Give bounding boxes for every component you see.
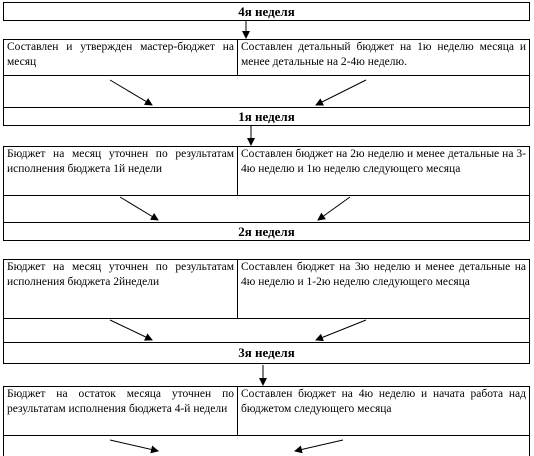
week-3-right-text: Составлен бюджет на 4ю неделю и начата работа над бюджетом следующего месяца xyxy=(241,388,526,415)
arrow-week1-left-diag xyxy=(120,197,158,220)
week-4-left-text: Составлен и утвержден мастер-бюджет на месяц xyxy=(7,41,234,68)
arrow-week2-right-diag xyxy=(316,320,366,340)
week-3-left-text: Бюджет на остаток месяца уточнен по результатам исполнения бюджета 4-й недели xyxy=(7,388,234,415)
week-2-header-text: 2я неделя xyxy=(238,224,295,239)
arrow-week4-left-diag xyxy=(110,80,152,105)
arrow-week2-left-diag xyxy=(110,320,152,340)
week-3-header-text: 3я неделя xyxy=(238,345,295,360)
arrow-week3-right-diag xyxy=(295,440,343,451)
week-1-left-text: Бюджет на месяц уточнен по результатам исполнения бюджета 1й недели xyxy=(7,148,234,175)
week-4-right-text: Составлен детальный бюджет на 1ю неделю месяца и менее детальные на 2-4ю неделю. xyxy=(241,41,526,68)
arrow-week3-left-diag xyxy=(110,440,158,451)
week-1-right-text: Составлен бюджет на 2ю неделю и менее детальные на 3-4ю неделю и 1ю неделю следующего месяца xyxy=(241,148,526,175)
week-1-header-text: 1я неделя xyxy=(238,109,295,124)
week-2-left-text: Бюджет на месяц уточнен по результатам исполнения бюджета 2йнедели xyxy=(7,261,234,288)
arrow-week1-right-diag xyxy=(318,197,350,220)
week-4-header-text: 4я неделя xyxy=(238,4,295,19)
arrow-week4-right-diag xyxy=(316,80,366,105)
week-2-right-text: Составлен бюджет на 3ю неделю и менее детальные на 4ю неделю и 1-2ю неделю следующего месяца xyxy=(241,261,526,288)
